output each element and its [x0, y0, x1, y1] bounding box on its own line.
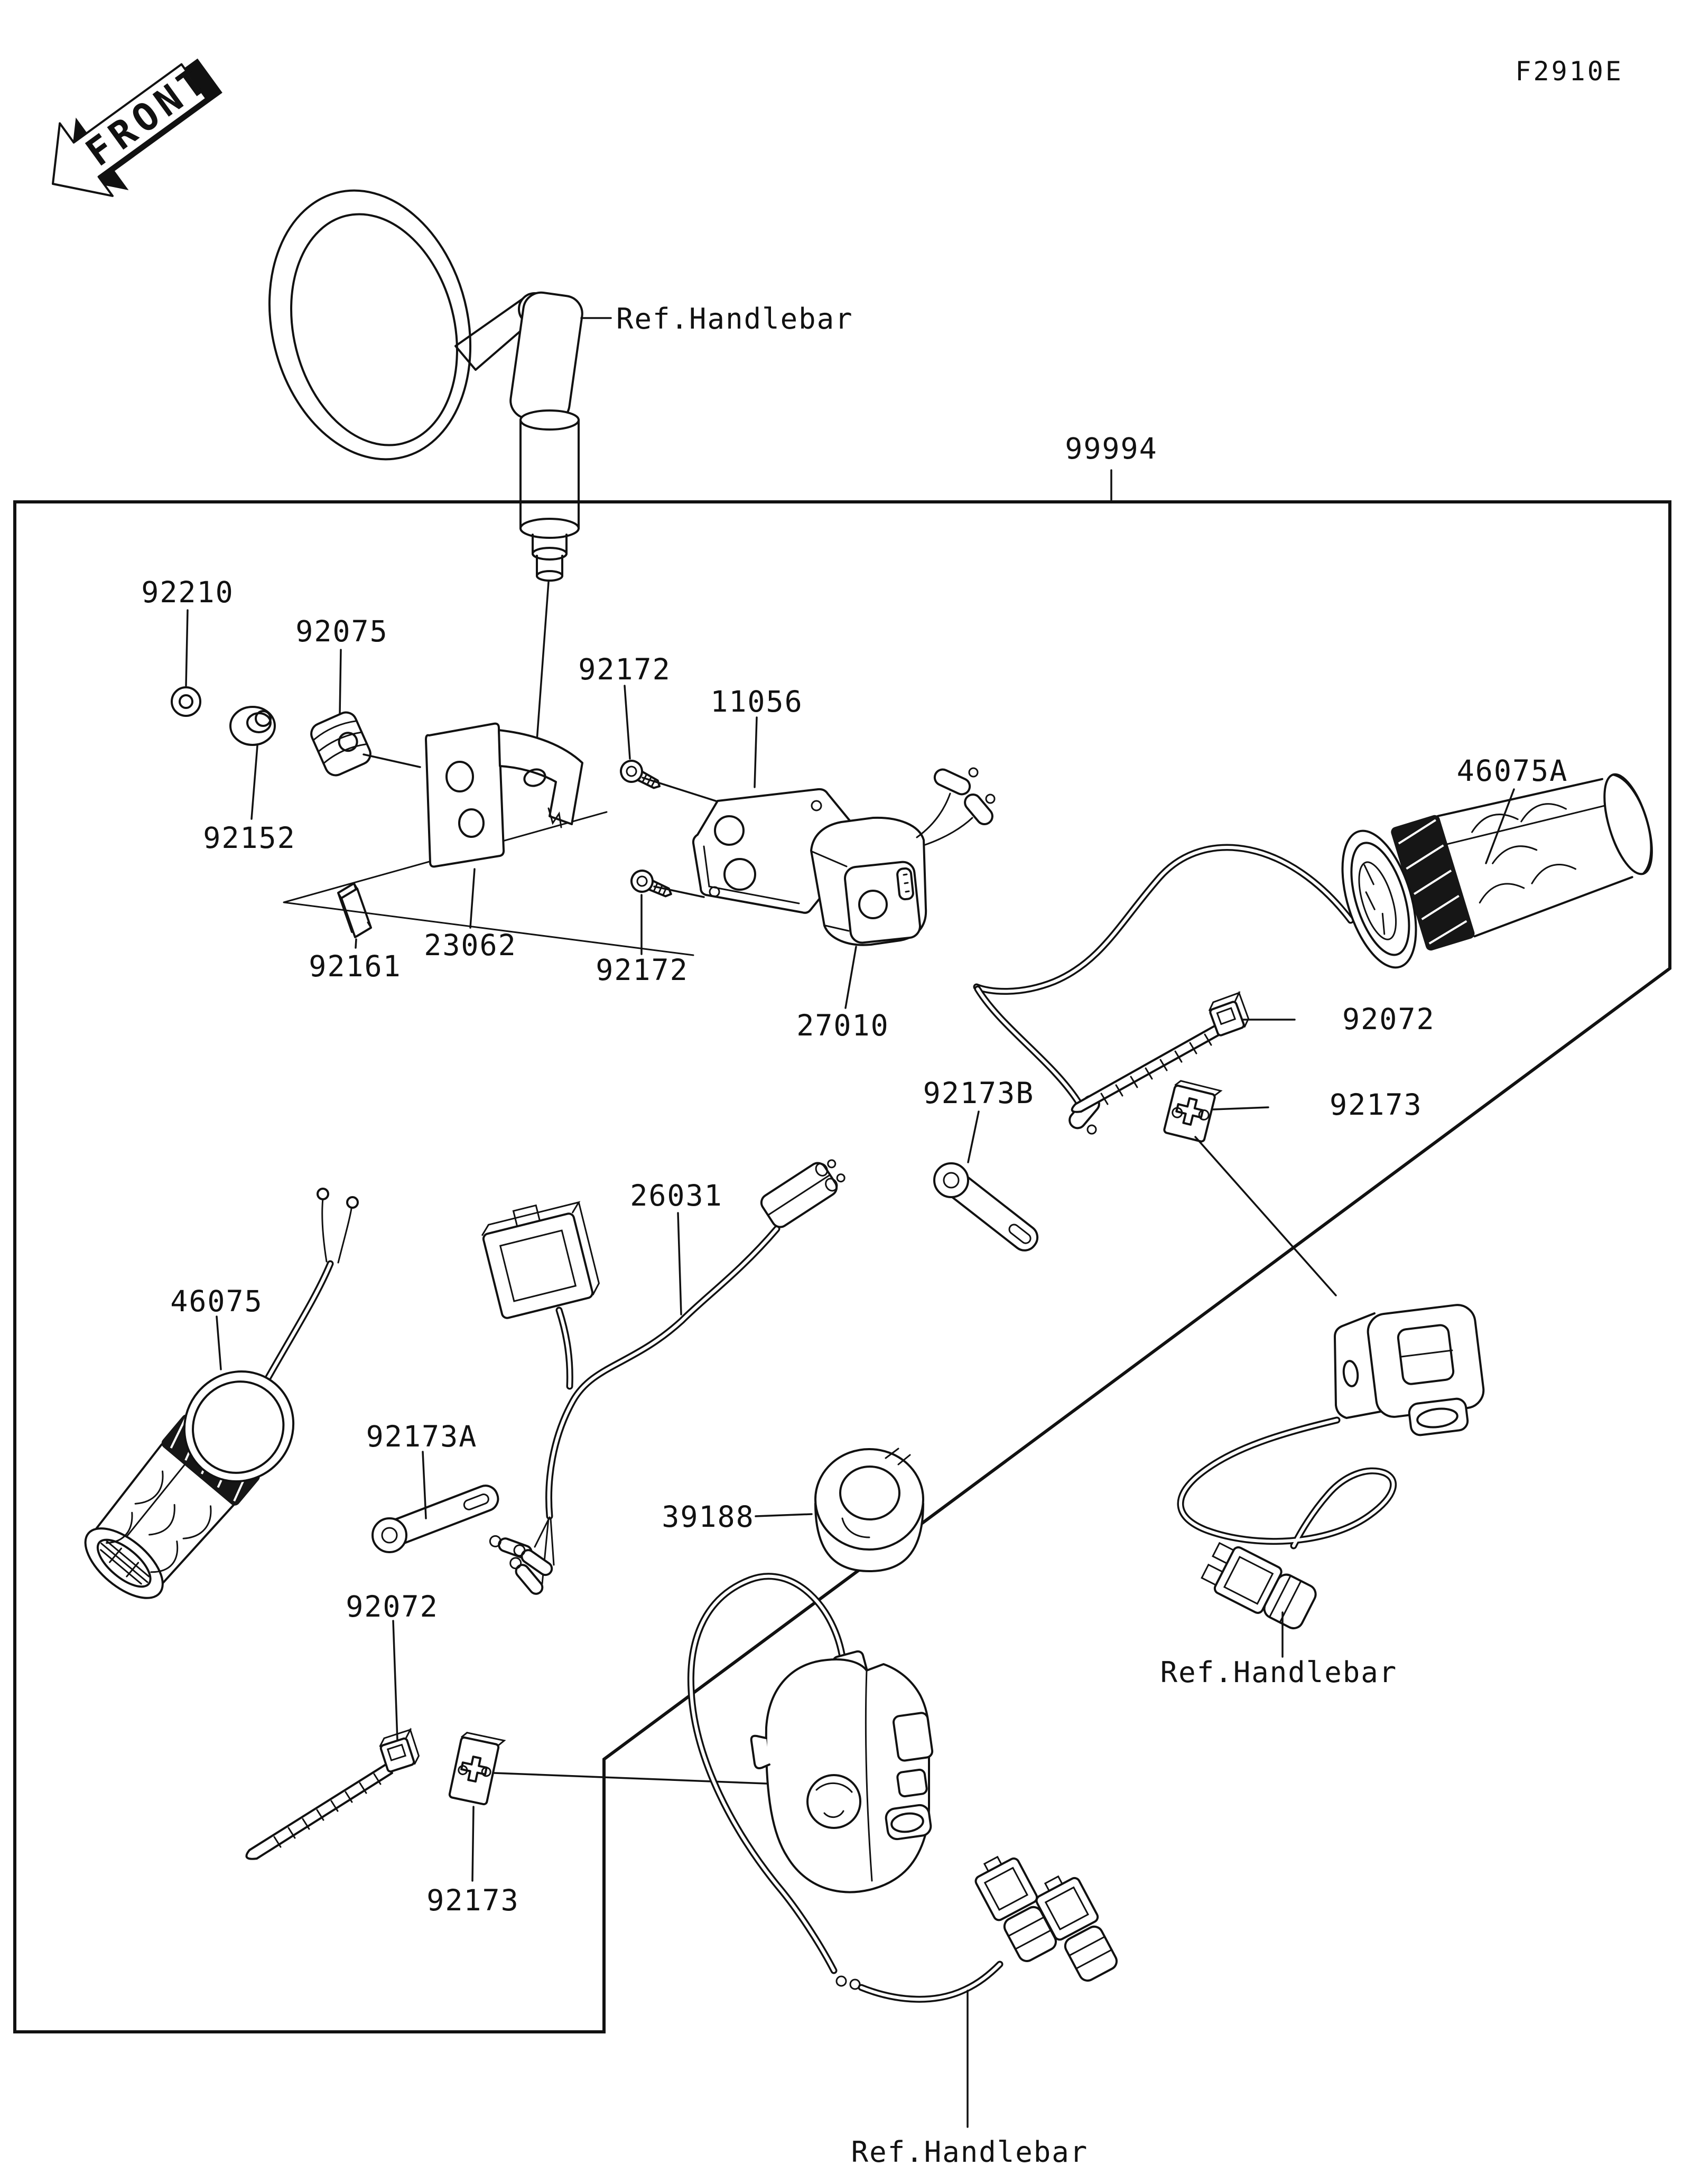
label-23062: 23062	[424, 928, 517, 962]
ref-handlebar-bottom-label: Ref.Handlebar	[851, 2135, 1089, 2169]
switch-assembly-right	[1181, 1303, 1485, 1633]
label-92172-top: 92172	[578, 652, 671, 686]
label-27010: 27010	[796, 1009, 889, 1042]
label-92210: 92210	[141, 575, 234, 609]
harness-26031-connector-barrel	[758, 1154, 849, 1230]
label-46075a: 46075A	[1456, 754, 1568, 788]
kit-number-label: 99994	[1065, 432, 1158, 465]
label-46075: 46075	[170, 1284, 263, 1318]
grommet-92075	[295, 614, 420, 779]
grip-46075a	[977, 750, 1667, 1134]
right-switch-cable	[1181, 1420, 1393, 1546]
harness-26031-connector-housing	[479, 1195, 602, 1319]
label-92152: 92152	[203, 821, 296, 855]
label-39188: 39188	[662, 1500, 755, 1534]
switch-housing-bottom	[691, 1576, 1122, 2000]
label-92172-bottom: 92172	[596, 953, 689, 987]
label-92173a: 92173A	[366, 1420, 478, 1453]
right-switch-rocker	[1397, 1324, 1454, 1385]
clip-92173-bottom	[426, 1732, 766, 1917]
ref-handlebar-right	[1160, 1612, 1398, 1689]
mirror	[242, 169, 584, 581]
right-switch-connector	[1199, 1538, 1320, 1634]
page-code: F2910E	[1515, 56, 1623, 87]
ref-handlebar-top-label: Ref.Handlebar	[616, 302, 853, 335]
label-92161: 92161	[309, 949, 402, 983]
damper-92161	[309, 883, 402, 983]
ref-handlebar-top	[581, 302, 853, 335]
label-11056: 11056	[710, 685, 803, 718]
front-arrow-icon	[26, 35, 236, 224]
label-92072-right: 92072	[1342, 1002, 1435, 1036]
cable-tie-92072-left	[246, 1590, 438, 1859]
front-arrow-label: FRONT	[78, 56, 218, 175]
clip-92173-right	[1164, 1080, 1423, 1295]
nut-92210	[141, 575, 234, 716]
ref-handlebar-bottom	[851, 1991, 1089, 2169]
strap-92173a	[366, 1420, 501, 1552]
grip-46075	[68, 1189, 358, 1616]
bushing-92152	[203, 707, 296, 855]
label-92075: 92075	[295, 614, 388, 648]
harness-26031-terminals	[488, 1534, 554, 1597]
tape-39188	[662, 1449, 923, 1571]
label-92173-right: 92173	[1330, 1088, 1423, 1122]
grip-46075-flange	[162, 1349, 315, 1504]
strap-92173b	[923, 1076, 1043, 1255]
label-92173-bottom: 92173	[426, 1883, 519, 1917]
screw-92172-bottom	[596, 867, 704, 987]
housing-connectors	[970, 1849, 1123, 1985]
ref-handlebar-right-label: Ref.Handlebar	[1160, 1656, 1398, 1689]
label-92072-left: 92072	[346, 1590, 439, 1623]
bracket-23062	[424, 724, 582, 962]
label-26031: 26031	[630, 1179, 723, 1212]
label-92173b: 92173B	[923, 1076, 1035, 1110]
